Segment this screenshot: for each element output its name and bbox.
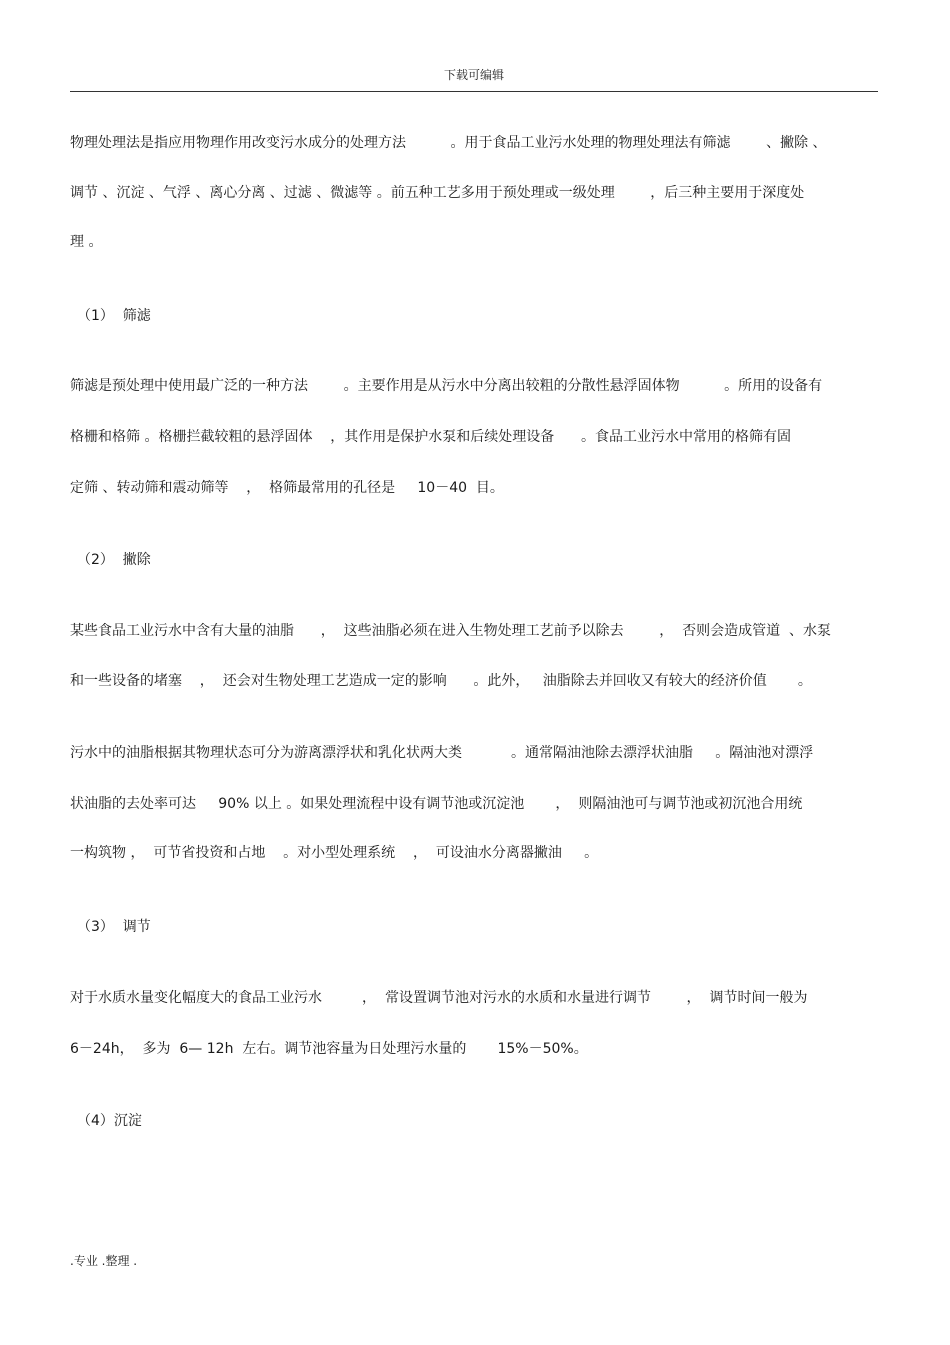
paragraph-line: 格栅和格筛 。格栅拦截较粗的悬浮固体 ，其作用是保护水泵和后续处理设备 。食品工业污水中常用的格筛有固: [70, 429, 791, 445]
section-heading-regulation: （3） 调节: [77, 919, 151, 935]
paragraph-line: 物理处理法是指应用物理作用改变污水成分的处理方法 。用于食品工业污水处理的物理处理法有筛滤 、撇除 、: [70, 135, 827, 151]
page-footer: .专业 .整理 .: [70, 1254, 138, 1268]
paragraph-line: 调节 、沉淀 、气浮 、离心分离 、过滤 、微滤等 。前五种工艺多用于预处理或一级处理 ，后三种主要用于深度处: [70, 185, 805, 201]
section-heading-skimming: （2） 撇除: [77, 552, 151, 568]
section-heading-screening: （1） 筛滤: [77, 308, 151, 324]
paragraph-line: 状油脂的去处率可达 90% 以上 。如果处理流程中设有调节池或沉淀池 ， 则隔油池可与调节池或初沉池合用统: [70, 796, 803, 812]
paragraph-line: 筛滤是预处理中使用最广泛的一种方法 。主要作用是从污水中分离出较粗的分散性悬浮固体物 。所用的设备有: [70, 378, 823, 394]
paragraph-line: 理 。: [70, 234, 103, 250]
section-heading-sedimentation: （4）沉淀: [77, 1113, 142, 1129]
page-header: 下载可编辑: [443, 68, 504, 82]
paragraph-line: 某些食品工业污水中含有大量的油脂 ， 这些油脂必须在进入生物处理工艺前予以除去 ， 否则会造成管道 、水泵: [70, 623, 832, 639]
paragraph-line: 定筛 、转动筛和震动筛等 ， 格筛最常用的孔径是 10－40 目。: [70, 480, 504, 496]
paragraph-line: 对于水质水量变化幅度大的食品工业污水 ， 常设置调节池对污水的水质和水量进行调节 ， 调节时间一般为: [70, 990, 808, 1006]
paragraph-line: 污水中的油脂根据其物理状态可分为游离漂浮状和乳化状两大类 。通常隔油池除去漂浮状油脂 。隔油池对漂浮: [70, 745, 814, 761]
paragraph-line: 6－24h， 多为 6— 12h 左右。调节池容量为日处理污水量的 15%－50%。: [70, 1041, 588, 1057]
paragraph-line: 一构筑物 ， 可节省投资和占地 。对小型处理系统 ， 可设油水分离器撇油 。: [70, 845, 599, 861]
paragraph-line: 和一些设备的堵塞 ， 还会对生物处理工艺造成一定的影响 。此外， 油脂除去并回收又有较大的经济价值 。: [70, 673, 812, 689]
header-divider: [70, 91, 878, 92]
